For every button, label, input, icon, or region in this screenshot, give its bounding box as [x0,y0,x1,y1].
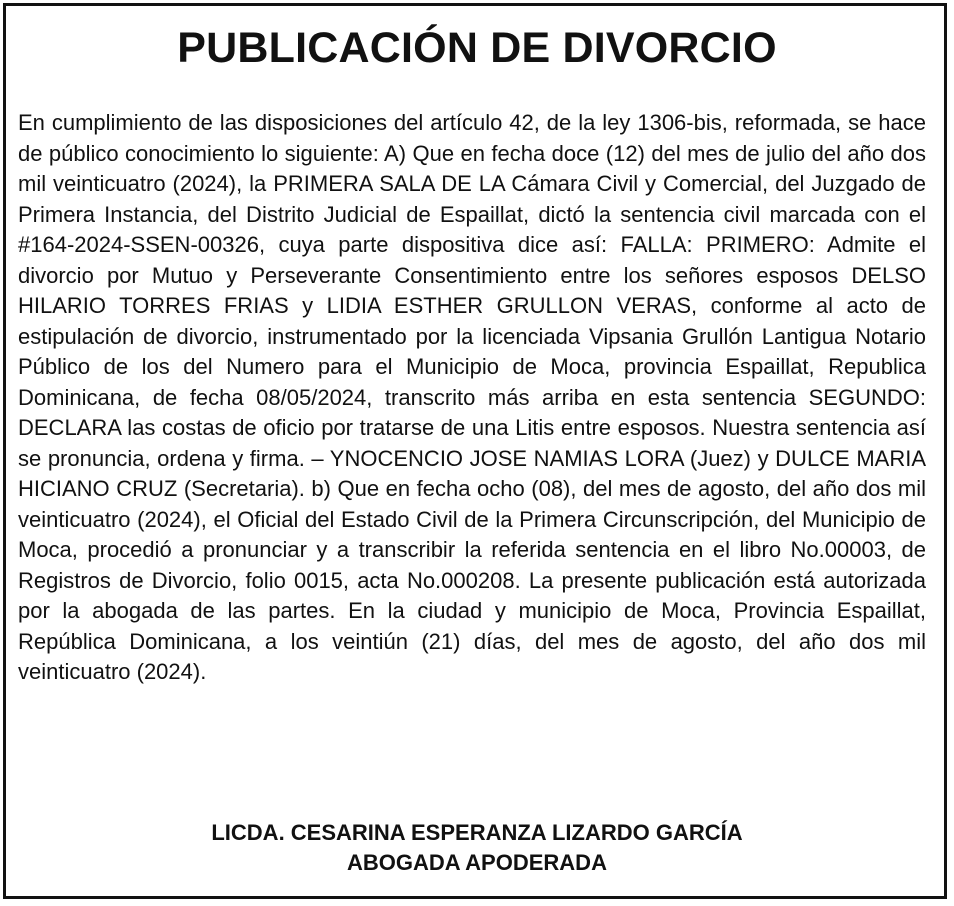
notice-body: En cumplimiento de las disposiciones del artículo 42, de la ley 1306-bis, reformada, se hace de público conocimiento lo siguiente: A) Que en fecha doce (12) del mes de julio del año dos mil veinticuatro (2024), la PRIMERA SALA DE LA Cámara Civil y Comercial, del Juzgado de Primera Instancia, del Distrito Judicial de Espaillat, dictó la sentencia civil marcada con el #164-2024-SSEN-00326, cuya parte dispositiva dice así: FALLA: PRIMERO: Admite el divorcio por Mutuo y Perseverante Consentimiento entre los señores esposos DELSO HILARIO TORRES FRIAS y LIDIA ESTHER GRULLON VERAS, conforme al acto de estipulación de divorcio, instrumentado por la licenciada Vipsania Grullón Lantigua Notario Público de los del Numero para el Municipio de Moca, provincia Espaillat, Republica Dominicana, de fecha 08/05/2024, transcrito más arriba en esta sentencia SEGUNDO: DECLARA las costas de oficio por tratarse de una Litis entre esposos. Nuestra sentencia así se pronuncia, ordena y firma. – YNOCENCIO JOSE NAMIAS LORA (Juez) y DULCE MARIA HICIANO CRUZ (Secretaria). b) Que en fecha ocho (08), del mes de agosto, del año dos mil veinticuatro (2024), el Oficial del Estado Civil de la Primera Circunscripción, del Municipio de Moca, procedió a pronunciar y a transcribir la referida sentencia en el libro No.00003, de Registros de Divorcio, folio 0015, acta No.000208. La presente publicación está autorizada por la abogada de las partes. En la ciudad y municipio de Moca, Provincia Espaillat, República Dominicana, a los veintiún (21) días, del mes de agosto, del año dos mil veinticuatro (2024). [18,110,926,684]
signatory-name: LICDA. CESARINA ESPERANZA LIZARDO GARCÍA [211,820,743,845]
signatory-role: ABOGADA APODERADA [347,850,607,875]
signature-block [0,818,954,878]
notice-title: PUBLICACIÓN DE DIVORCIO [177,24,777,72]
